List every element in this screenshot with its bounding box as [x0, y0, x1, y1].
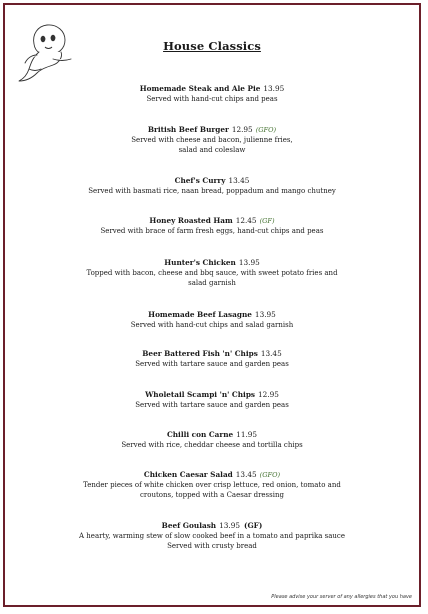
ghost-mascot-icon	[17, 19, 79, 87]
item-price: 13.45	[260, 349, 282, 358]
item-name: British Beef Burger	[147, 125, 229, 134]
item-name: Beer Battered Fish 'n' Chips	[142, 349, 258, 358]
item-price: 13.95	[254, 310, 276, 319]
menu-item	[5, 470, 419, 500]
item-description: Tender pieces of white chicken over crisp lettuce, red onion, tomato and	[83, 481, 341, 489]
item-name: Chilli con Carne	[166, 430, 234, 439]
item-description-line2: salad garnish	[188, 279, 236, 287]
allergy-notice: Please advise your server of any allergies that you have	[271, 594, 412, 600]
gluten-free-tag: (GF)	[259, 217, 275, 225]
gluten-free-tag: (GFO)	[255, 126, 277, 134]
item-name: Honey Roasted Ham	[149, 216, 233, 225]
menu-item	[5, 390, 419, 410]
item-name: Homemade Beef Lasagne	[148, 310, 252, 319]
menu-item	[5, 84, 419, 104]
gluten-free-tag: (GFO)	[259, 471, 281, 479]
item-name: Beef Goulash	[161, 521, 217, 530]
item-description: Served with cheese and bacon, julienne fries,	[131, 136, 293, 144]
item-description: Served with hand-cut chips and salad garnish	[130, 321, 294, 329]
item-price: 13.95	[238, 258, 260, 267]
item-name: Chicken Caesar Salad	[143, 470, 233, 479]
menu-item	[5, 349, 419, 369]
item-description-line2: Served with crusty bread	[167, 542, 257, 550]
menu-item	[5, 521, 419, 551]
menu-item	[5, 310, 419, 330]
item-price: 13.95	[263, 84, 285, 93]
menu-item	[5, 258, 419, 288]
item-name: Homemade Steak and Ale Pie	[139, 84, 261, 93]
item-price: 12.95	[231, 125, 253, 134]
item-description: A hearty, warming stew of slow cooked beef in a tomato and paprika sauce	[79, 532, 345, 540]
item-description: Served with tartare sauce and garden peas	[135, 360, 289, 368]
item-price: 13.45	[228, 176, 250, 185]
menu-item	[5, 430, 419, 450]
item-description: Served with basmati rice, naan bread, poppadum and mango chutney	[88, 187, 336, 195]
menu-item	[5, 125, 419, 155]
item-description: Served with brace of farm fresh eggs, hand-cut chips and peas	[100, 227, 324, 235]
item-name: Wholetail Scampi 'n' Chips	[145, 390, 256, 399]
item-price: 12.95	[258, 390, 279, 399]
item-description: Served with hand-cut chips and peas	[146, 95, 278, 103]
item-description: Topped with bacon, cheese and bbq sauce, with sweet potato fries and	[86, 269, 338, 277]
gluten-free-tag: (GF)	[244, 521, 263, 530]
menu-item	[5, 176, 419, 196]
menu-item	[5, 216, 419, 236]
menu-page	[3, 3, 421, 607]
item-price: 11.95	[236, 430, 258, 439]
item-price: 13.95	[219, 521, 240, 530]
page-title: House Classics	[163, 39, 261, 53]
item-description-line2: salad and coleslaw	[178, 146, 246, 154]
item-description: Served with rice, cheddar cheese and tortilla chips	[121, 441, 303, 449]
item-name: Chef's Curry	[174, 176, 226, 185]
item-description: Served with tartare sauce and garden peas	[135, 401, 289, 409]
item-name: Hunter's Chicken	[164, 258, 236, 267]
item-price: 12.45	[235, 216, 257, 225]
item-description-line2: croutons, topped with a Caesar dressing	[140, 491, 284, 499]
item-price: 13.45	[235, 470, 257, 479]
